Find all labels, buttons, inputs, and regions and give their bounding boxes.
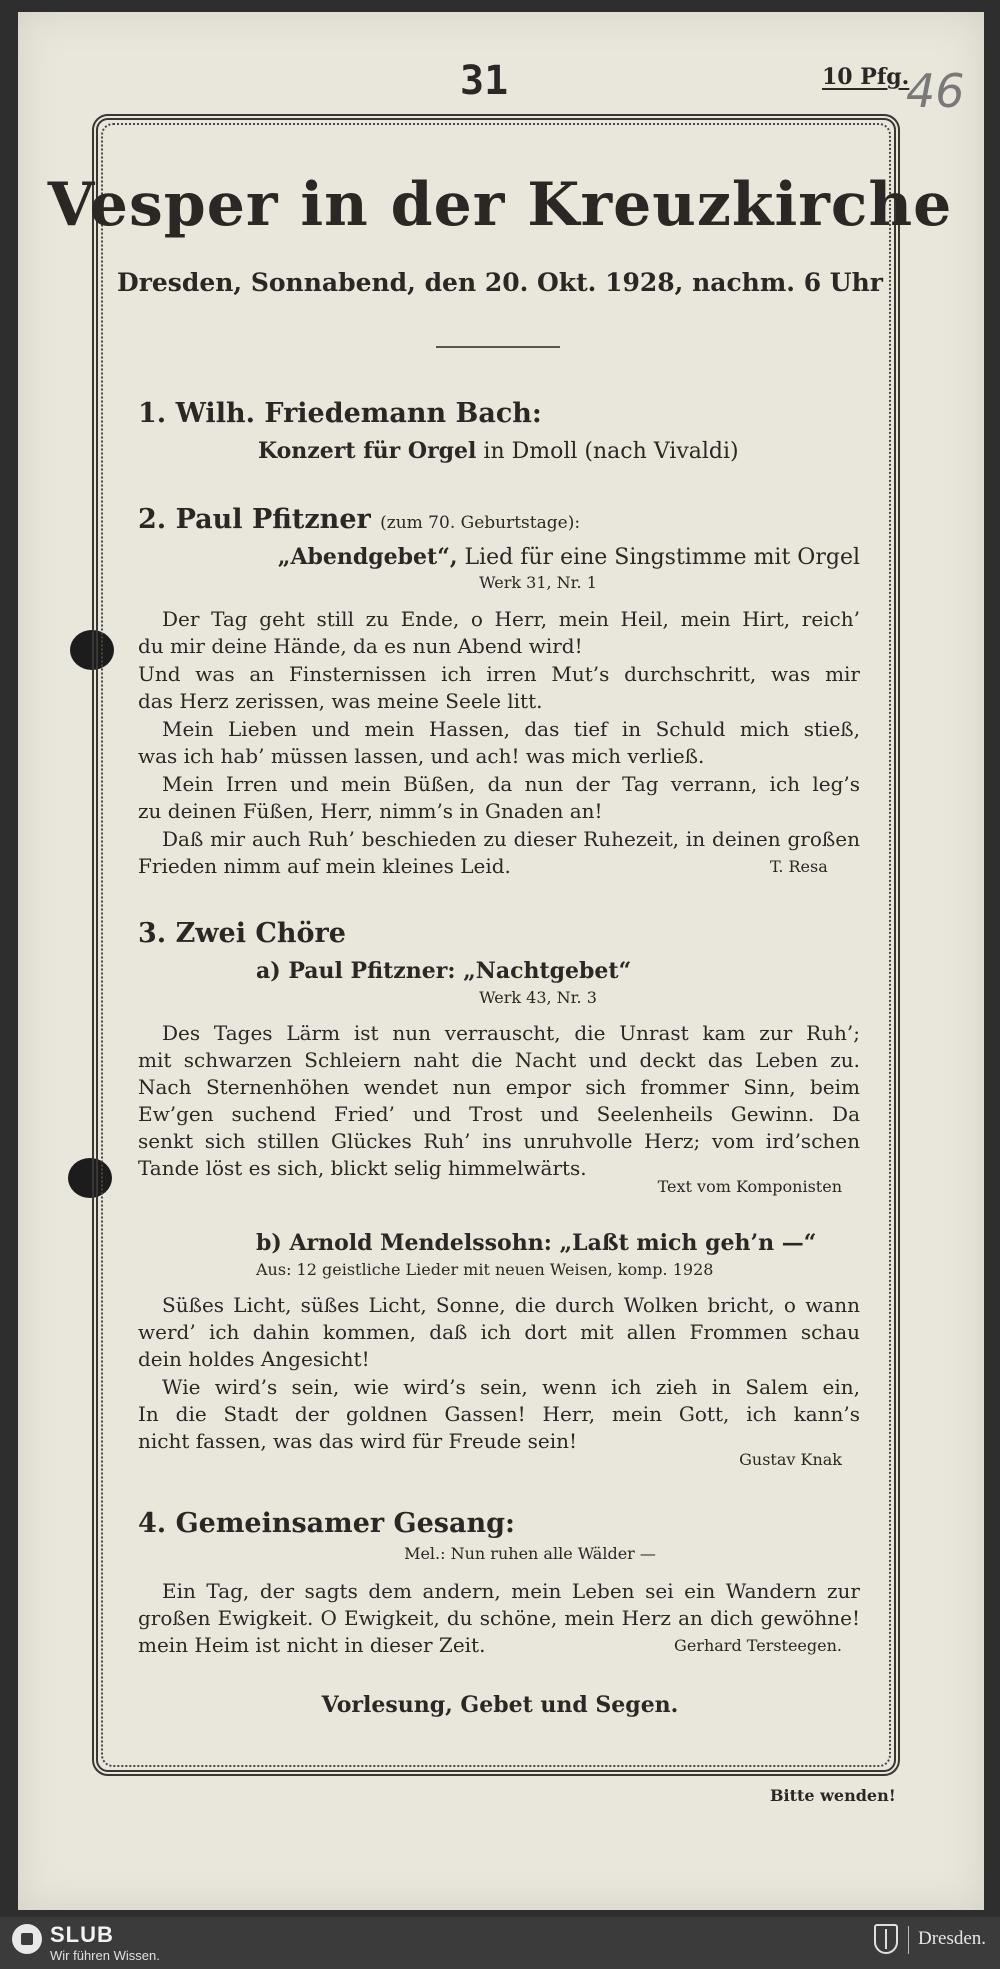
page-title: Vesper in der Kreuzkirche [47, 170, 953, 240]
item-3b-line: werd’ ich dahin kommen, daß ich dort mit allen Frommen schau [138, 1320, 860, 1344]
item-1-work [258, 438, 739, 465]
item-2-line: Mein Irren und mein Büßen, da nun der Tag verrann, ich leg’s [162, 772, 860, 796]
event-date: Dresden, Sonnabend, den 20. Okt. 1928, nachm. 6 Uhr [117, 268, 883, 297]
item-1-work-detail: in Dmoll (nach Vivaldi) [476, 439, 739, 464]
item-2-line: Mein Lieben und mein Hassen, das tief in Schuld mich stieß, [162, 717, 860, 741]
item-3b-author: Gustav Knak [739, 1450, 842, 1469]
item-2-line: zu deinen Füßen, Herr, nimm’s in Gnaden an! [138, 799, 603, 823]
item-2-heading [138, 504, 580, 535]
item-2-line: Und was an Finsternissen ich irren Mut’s durchschritt, was mir [138, 662, 860, 686]
item-2-work-title: „Abendgebet“, [277, 544, 458, 570]
slub-logo-text: SLUB [50, 1922, 114, 1947]
item-4-line: großen Ewigkeit. O Ewigkeit, du schöne, mein Herz an dich gewöhne! [138, 1606, 860, 1630]
item-2-line: Daß mir auch Ruh’ beschieden zu dieser Ruhezeit, in deinen großen [162, 827, 860, 851]
item-3b-title: b) Arnold Mendelssohn: „Laßt mich geh’n —“ [256, 1230, 817, 1256]
item-3b-line: Süßes Licht, süßes Licht, Sonne, die durch Wolken bricht, o wann [162, 1293, 860, 1317]
item-2-work [240, 544, 860, 571]
item-3-heading: 3. Zwei Chöre [138, 918, 346, 949]
item-2-author: T. Resa [770, 857, 828, 876]
program-number: 31 [460, 58, 509, 104]
item-2-opus: Werk 31, Nr. 1 [479, 573, 597, 592]
item-2-line: was ich hab’ müssen lassen, und ach! was mich verließ. [138, 744, 705, 768]
item-3a-line: Ew’gen suchend Fried’ und Trost und Seelenheils Gewinn. Da [138, 1102, 860, 1126]
item-3b-source: Aus: 12 geistliche Lieder mit neuen Weisen, komp. 1928 [256, 1260, 714, 1279]
item-4-line: mein Heim ist nicht in dieser Zeit. [138, 1633, 486, 1657]
item-2-work-desc: Lied für eine Singstimme mit Orgel [457, 545, 860, 570]
item-3a-line: mit schwarzen Schleiern naht die Nacht und deckt das Leben zu. [138, 1048, 860, 1072]
closing-line: Vorlesung, Gebet und Segen. [321, 1692, 679, 1718]
item-4-author: Gerhard Tersteegen. [674, 1636, 842, 1655]
footer-separator [908, 1926, 909, 1954]
slub-logo-icon [12, 1924, 42, 1954]
item-3a-opus: Werk 43, Nr. 3 [479, 988, 597, 1007]
item-3a-author: Text vom Komponisten [657, 1177, 842, 1196]
item-2-line: Frieden nimm auf mein kleines Leid. [138, 854, 511, 878]
turn-over-note: Bitte wenden! [770, 1786, 896, 1805]
item-3a-line: Des Tages Lärm ist nun verrauscht, die Unrast kam zur Ruh’; [162, 1021, 860, 1045]
item-2-line: du mir deine Hände, da es nun Abend wird! [138, 634, 583, 658]
divider [436, 346, 560, 348]
item-4-heading: 4. Gemeinsamer Gesang: [138, 1508, 515, 1539]
coat-of-arms-icon [874, 1924, 898, 1954]
item-2-line: das Herz zerissen, was meine Seele litt. [138, 689, 543, 713]
item-3b-line: nicht fassen, was das wird für Freude sein! [138, 1429, 578, 1453]
item-4-line: Ein Tag, der sagts dem andern, mein Leben sei ein Wandern zur [162, 1579, 860, 1603]
dresden-logo-text: Dresden. [918, 1928, 987, 1949]
item-3a-line: Tande löst es sich, blickt selig himmelwärts. [138, 1156, 587, 1180]
item-4-melody: Mel.: Nun ruhen alle Wälder — [404, 1544, 656, 1563]
item-3b-line: In die Stadt der goldnen Gassen! Herr, mein Gott, ich kann’s [138, 1402, 860, 1426]
handwritten-note: 46 [906, 64, 965, 118]
item-3b-line: Wie wird’s sein, wie wird’s sein, wenn ich zieh in Salem ein, [162, 1375, 860, 1399]
price-label: 10 Pfg. [822, 64, 910, 90]
item-1-heading: 1. Wilh. Friedemann Bach: [138, 398, 542, 429]
item-1-work-title: Konzert für Orgel [258, 438, 477, 464]
slub-tagline: Wir führen Wissen. [50, 1948, 160, 1963]
item-2-note: (zum 70. Geburtstage): [380, 513, 581, 533]
item-3b-line: dein holdes Angesicht! [138, 1347, 370, 1371]
item-2-line: Der Tag geht still zu Ende, o Herr, mein Heil, mein Hirt, reich’ [162, 607, 860, 631]
item-3a-line: senkt sich stillen Glückes Ruh’ ins unruhvolle Herz; vom ird’schen [138, 1129, 860, 1153]
item-3a-title: a) Paul Pfitzner: „Nachtgebet“ [256, 958, 632, 984]
item-2-composer: 2. Paul Pfitzner [138, 504, 371, 535]
item-3a-line: Nach Sternenhöhen wendet nun empor sich frommer Sinn, beim [138, 1075, 860, 1099]
